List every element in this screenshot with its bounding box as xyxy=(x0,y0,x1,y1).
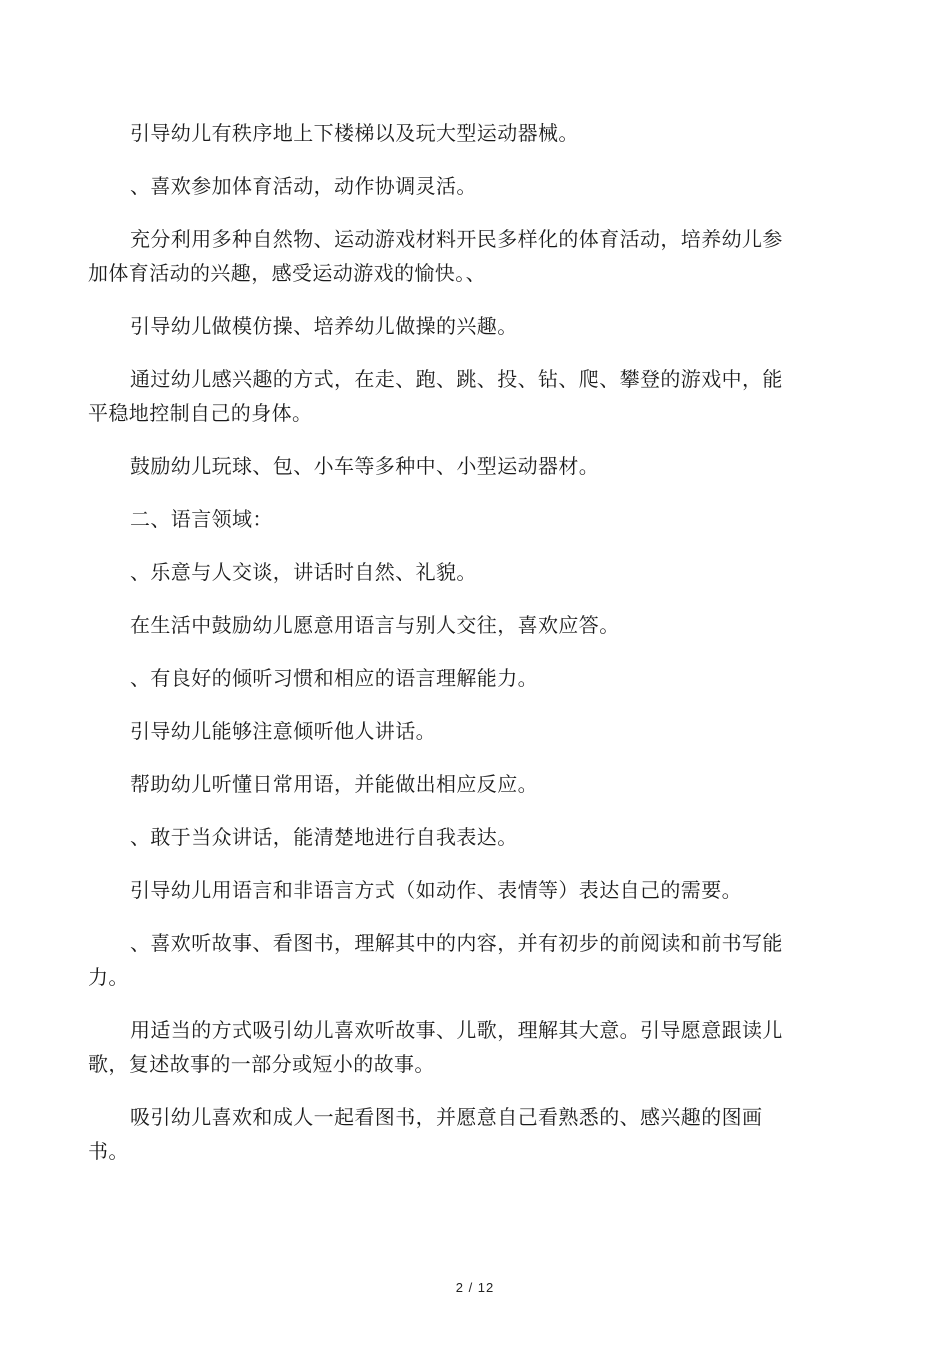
paragraph: 引导幼儿能够注意倾听他人讲话。 xyxy=(130,719,436,743)
paragraph: 引导幼儿有秩序地上下楼梯以及玩大型运动器械。 xyxy=(130,121,579,145)
paragraph: 帮助幼儿听懂日常用语，并能做出相应反应。 xyxy=(130,772,538,796)
paragraph: 吸引幼儿喜欢和成人一起看图书，并愿意自己看熟悉的、感兴趣的图画书。 xyxy=(88,1105,763,1163)
paragraph: 引导幼儿做模仿操、培养幼儿做操的兴趣。 xyxy=(130,314,518,338)
paragraph: 鼓励幼儿玩球、包、小车等多种中、小型运动器材。 xyxy=(130,454,600,478)
section-heading: 二、语言领域： xyxy=(130,507,273,531)
paragraph: 充分利用多种自然物、运动游戏材料开民多样化的体育活动，培养幼儿参加体育活动的兴趣，感受运动游戏的愉快。、 xyxy=(88,227,783,285)
page-number: 2 / 12 xyxy=(455,1280,495,1295)
document-body xyxy=(88,116,800,1187)
paragraph: 、喜欢参加体育活动，动作协调灵活。 xyxy=(130,174,477,198)
paragraph: 、有良好的倾听习惯和相应的语言理解能力。 xyxy=(130,666,538,690)
paragraph: 、敢于当众讲话，能清楚地进行自我表达。 xyxy=(130,825,518,849)
paragraph: 通过幼儿感兴趣的方式，在走、跑、跳、投、钻、爬、攀登的游戏中，能平稳地控制自己的身体。 xyxy=(88,367,783,425)
paragraph: 在生活中鼓励幼儿愿意用语言与别人交往，喜欢应答。 xyxy=(130,613,620,637)
paragraph: 、乐意与人交谈，讲话时自然、礼貌。 xyxy=(130,560,477,584)
paragraph: 、喜欢听故事、看图书，理解其中的内容，并有初步的前阅读和前书写能力。 xyxy=(88,931,783,989)
paragraph: 用适当的方式吸引幼儿喜欢听故事、儿歌，理解其大意。引导愿意跟读儿歌，复述故事的一部分或短小的故事。 xyxy=(88,1018,783,1076)
paragraph: 引导幼儿用语言和非语言方式（如动作、表情等）表达自己的需要。 xyxy=(130,878,742,902)
